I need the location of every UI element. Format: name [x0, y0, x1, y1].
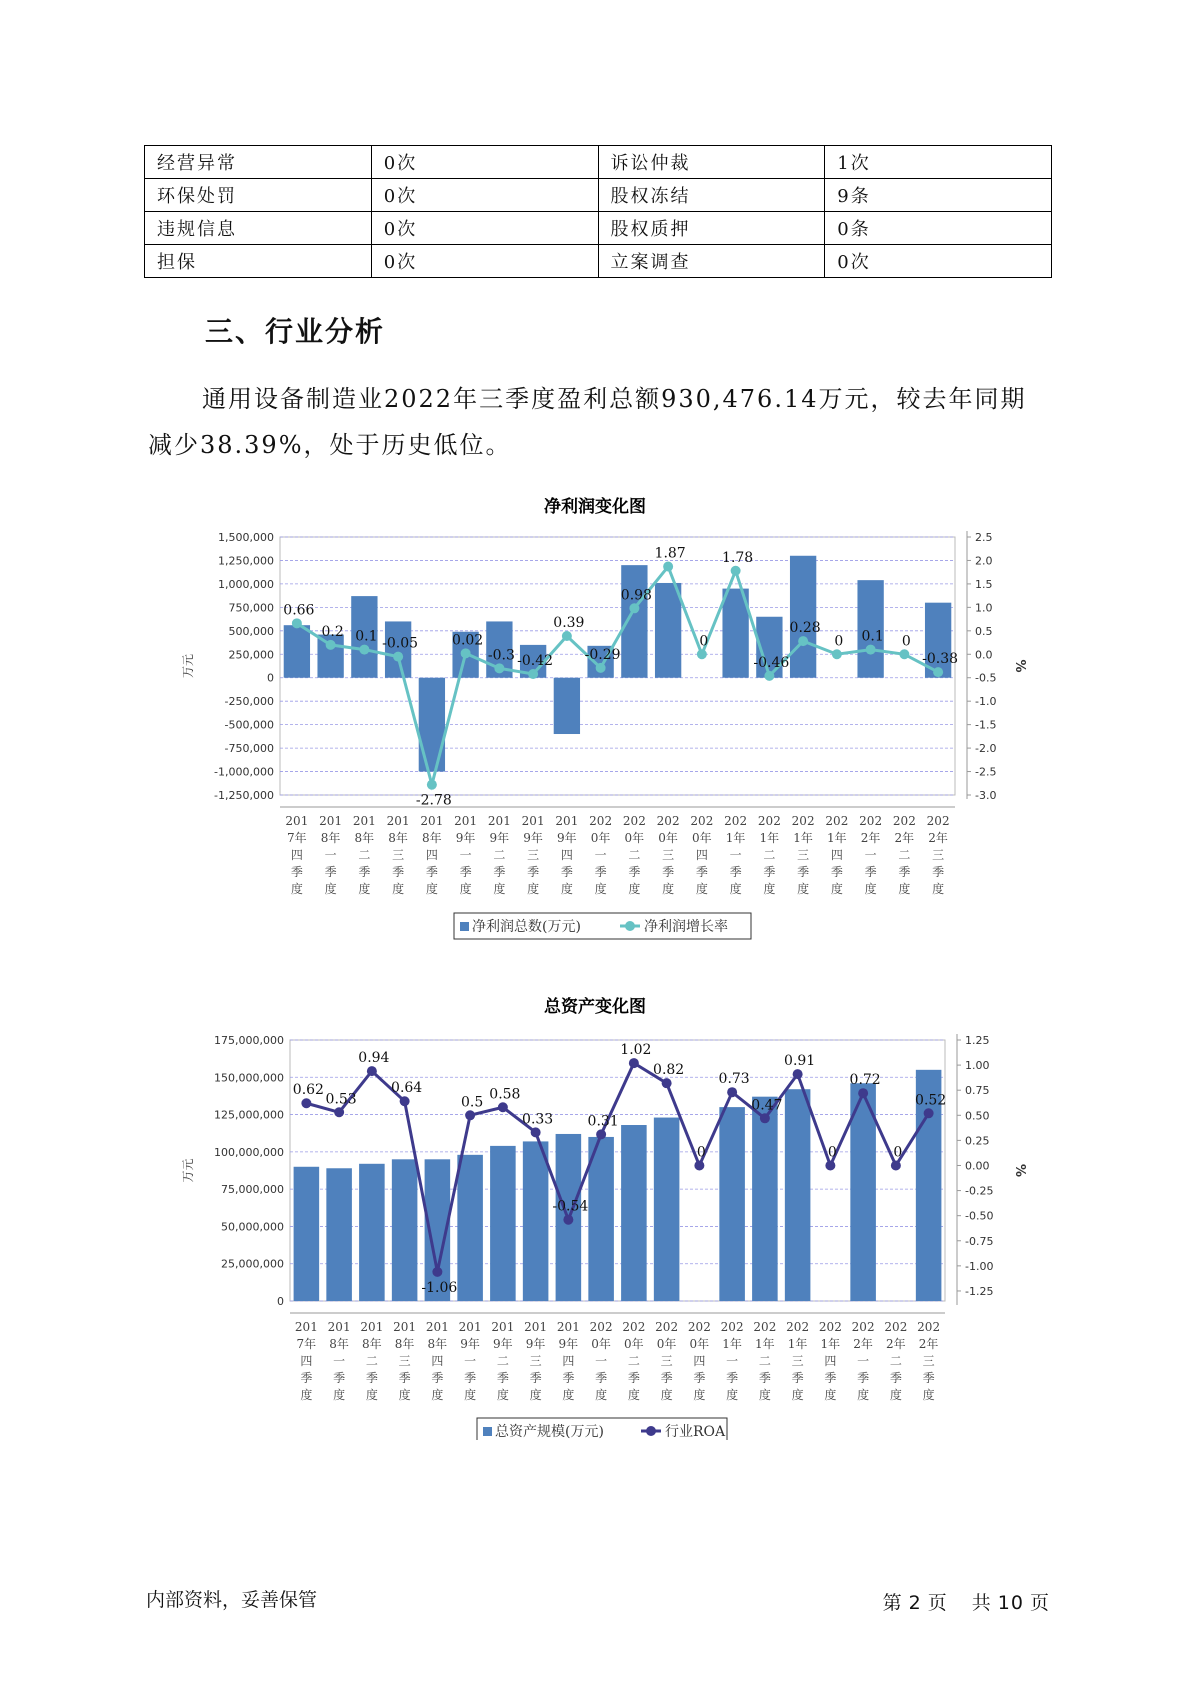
point-label: 0.02	[452, 632, 484, 649]
total-pages: 10	[997, 1592, 1024, 1614]
x-tick-label: 201 8年四季度	[425, 1320, 449, 1402]
data-point	[562, 631, 572, 641]
risk-value: 0次	[371, 146, 598, 179]
legend-bar-label: 净利润总数(万元)	[472, 919, 581, 935]
y-tick-label: 750,000	[228, 601, 274, 615]
x-tick-label: 202 0年二季度	[622, 1320, 646, 1402]
bar	[752, 1097, 778, 1301]
x-tick-label: 202 0年二季度	[622, 814, 646, 896]
bar	[457, 1155, 483, 1301]
data-point	[694, 1160, 704, 1170]
x-tick-label: 201 9年一季度	[458, 1320, 482, 1402]
y-tick-label: 50,000,000	[221, 1220, 284, 1234]
point-label: -0.38	[922, 651, 959, 668]
x-tick-label: 201 8年二季度	[352, 814, 376, 896]
y2-tick-label: 0.25	[965, 1134, 990, 1148]
data-point	[494, 663, 504, 673]
x-tick-label: 201 8年一季度	[319, 814, 343, 896]
y2-tick-label: -0.25	[965, 1184, 994, 1198]
point-label: 0	[827, 1144, 837, 1161]
x-tick-label: 202 0年三季度	[656, 814, 680, 896]
x-tick-label: 201 8年一季度	[327, 1320, 351, 1402]
data-point	[933, 667, 943, 677]
bar	[490, 1146, 516, 1301]
point-label: 1.87	[654, 545, 686, 562]
x-tick-label: 201 8年二季度	[360, 1320, 384, 1402]
point-label: 0.1	[861, 628, 884, 645]
x-tick-label: 201 8年四季度	[420, 814, 444, 896]
point-label: 0	[699, 633, 709, 650]
x-tick-label: 201 9年二季度	[487, 814, 511, 896]
y-tick-label: 25,000,000	[221, 1257, 284, 1271]
y2-tick-label: 2.0	[975, 554, 993, 568]
y-tick-label: -1,000,000	[214, 765, 274, 779]
bar	[719, 1107, 745, 1301]
legend-bar-swatch	[483, 1427, 492, 1436]
point-label: 0.64	[391, 1080, 423, 1097]
bar	[523, 1141, 549, 1301]
data-point	[596, 663, 606, 673]
total-unit: 页	[1029, 1592, 1050, 1614]
point-label: 0.2	[321, 623, 344, 640]
footer-page-info	[880, 1588, 1053, 1615]
data-point	[891, 1160, 901, 1170]
point-label: 1.78	[722, 549, 754, 566]
x-tick-label: 202 0年一季度	[589, 814, 613, 896]
x-tick-label: 202 1年二季度	[757, 814, 781, 896]
data-point	[731, 566, 741, 576]
x-tick-label: 202 0年三季度	[655, 1320, 679, 1402]
legend-line-dot	[625, 921, 635, 931]
risk-row	[145, 146, 1052, 179]
point-label: 0.91	[784, 1053, 816, 1070]
point-label: -0.42	[517, 652, 554, 669]
risk-label: 经营异常	[145, 146, 372, 179]
x-tick-label: 202 1年四季度	[818, 1320, 842, 1402]
legend-line-dot	[646, 1426, 656, 1436]
point-label: -2.78	[415, 792, 452, 809]
point-label: 0	[893, 1144, 903, 1161]
risk-value: 0条	[825, 212, 1052, 245]
x-tick-label: 201 9年三季度	[524, 1320, 548, 1402]
data-point	[427, 780, 437, 790]
chart-title: 总资产变化图	[544, 997, 646, 1017]
data-point	[793, 1069, 803, 1079]
x-tick-label: 201 9年一季度	[454, 814, 478, 896]
data-point	[367, 1066, 377, 1076]
y2-tick-label: -1.5	[975, 718, 997, 732]
data-point	[432, 1267, 442, 1277]
risk-label: 立案调查	[598, 245, 825, 278]
x-tick-label: 202 2年三季度	[926, 814, 950, 896]
risk-label: 环保处罚	[145, 179, 372, 212]
data-point	[326, 640, 336, 650]
plot-frame	[290, 1040, 945, 1301]
chart-title: 净利润变化图	[544, 497, 646, 517]
risk-row	[145, 245, 1052, 278]
y-tick-label: -250,000	[224, 695, 274, 709]
bar	[284, 625, 310, 678]
data-point	[359, 645, 369, 655]
x-tick-label: 201 8年三季度	[393, 1320, 417, 1402]
y-tick-label: 175,000,000	[214, 1034, 284, 1047]
data-point	[528, 669, 538, 679]
y2-tick-label: -0.75	[965, 1234, 994, 1248]
y-tick-label: -500,000	[224, 718, 274, 732]
data-point	[662, 1078, 672, 1088]
y2-tick-label: 1.00	[965, 1059, 990, 1073]
y2-tick-label: -0.50	[965, 1209, 994, 1223]
x-tick-label: 202 2年一季度	[851, 1320, 875, 1402]
footer-note: 内部资料，妥善保管	[146, 1589, 318, 1611]
risk-value: 0次	[371, 212, 598, 245]
data-point	[924, 1108, 934, 1118]
point-label: 0.62	[292, 1082, 324, 1099]
data-point	[858, 1088, 868, 1098]
data-point	[798, 636, 808, 646]
bar	[326, 1168, 352, 1301]
plot-frame	[280, 537, 955, 795]
risk-value: 1次	[825, 146, 1052, 179]
data-point	[629, 1058, 639, 1068]
risk-label: 诉讼仲裁	[598, 146, 825, 179]
data-point	[334, 1107, 344, 1117]
bar	[294, 1167, 320, 1301]
risk-value: 0次	[371, 245, 598, 278]
y-tick-label: 1,000,000	[218, 577, 274, 591]
risk-value: 0次	[825, 245, 1052, 278]
y2-tick-label: 0.50	[965, 1109, 990, 1123]
chart-svg	[0, 490, 1191, 940]
y-tick-label: 0	[267, 671, 274, 685]
x-tick-label: 201 9年四季度	[555, 814, 579, 896]
legend-line-label: 净利润增长率	[644, 919, 728, 935]
y-axis-label: 万元	[181, 653, 195, 679]
point-label: 0.52	[915, 1092, 947, 1109]
bar	[621, 565, 647, 678]
y2-tick-label: 1.25	[965, 1034, 990, 1047]
point-label: 0	[834, 633, 844, 650]
point-label: 0.31	[587, 1113, 619, 1130]
section-body-text: 通用设备制造业2022年三季度盈利总额930,476.14万元，较去年同期减少38.39%，处于历史低位。	[148, 385, 1027, 459]
x-tick-label: 202 0年四季度	[690, 814, 714, 896]
point-label: 0.47	[751, 1097, 783, 1114]
data-point	[563, 1215, 573, 1225]
point-label: 0.39	[553, 614, 585, 631]
x-tick-label: 202 1年三季度	[786, 1320, 810, 1402]
x-tick-label: 202 2年二季度	[892, 814, 916, 896]
total-prefix: 共	[971, 1592, 992, 1614]
point-label: -0.46	[753, 654, 790, 671]
data-point	[832, 649, 842, 659]
point-label: -0.29	[584, 646, 621, 663]
bar	[392, 1159, 418, 1301]
data-point	[393, 652, 403, 662]
bar	[621, 1125, 647, 1301]
y-tick-label: -1,250,000	[214, 789, 274, 802]
data-point	[596, 1129, 606, 1139]
data-point	[531, 1127, 541, 1137]
point-label: -0.54	[552, 1198, 589, 1215]
data-point	[899, 649, 909, 659]
point-label: 0	[901, 633, 911, 650]
data-point	[866, 645, 876, 655]
y2-tick-label: -0.5	[975, 671, 997, 685]
x-tick-label: 202 1年一季度	[720, 1320, 744, 1402]
y-tick-label: 250,000	[228, 648, 274, 662]
point-label: 0.66	[283, 602, 315, 619]
chart-svg	[0, 990, 1191, 1440]
data-point	[292, 618, 302, 628]
risk-value: 0次	[371, 179, 598, 212]
data-point	[498, 1102, 508, 1112]
total-assets-chart	[0, 990, 1191, 1440]
point-label: 0.1	[355, 628, 378, 645]
y-tick-label: -750,000	[224, 742, 274, 756]
point-label: 0.5	[460, 1094, 484, 1111]
legend-bar-swatch	[460, 922, 469, 931]
point-label: -0.05	[382, 635, 419, 652]
x-tick-label: 202 2年三季度	[917, 1320, 941, 1402]
y-tick-label: 0	[277, 1295, 284, 1308]
y-tick-label: 150,000,000	[214, 1071, 284, 1085]
y2-tick-label: 0.5	[975, 624, 993, 638]
y2-axis-label: %	[1012, 659, 1027, 673]
y2-axis-label: %	[1012, 1163, 1027, 1178]
y-tick-label: 100,000,000	[214, 1145, 284, 1159]
y2-tick-label: -1.00	[965, 1259, 994, 1273]
x-tick-label: 202 1年一季度	[724, 814, 748, 896]
data-point	[727, 1087, 737, 1097]
x-tick-label: 201 9年四季度	[556, 1320, 580, 1402]
y2-tick-label: -2.0	[975, 742, 997, 756]
page-prefix: 第	[882, 1592, 903, 1614]
x-tick-label: 202 2年一季度	[859, 814, 883, 896]
x-tick-label: 202 0年四季度	[687, 1320, 711, 1402]
x-tick-label: 201 7年四季度	[294, 1320, 318, 1402]
y-axis-label: 万元	[181, 1158, 195, 1183]
bar	[359, 1164, 385, 1301]
x-tick-label: 202 1年四季度	[825, 814, 849, 896]
y2-tick-label: 1.0	[975, 601, 993, 615]
point-label: -1.06	[421, 1279, 458, 1296]
y-tick-label: 500,000	[228, 624, 274, 638]
x-tick-label: 201 9年二季度	[491, 1320, 515, 1402]
y-tick-label: 125,000,000	[214, 1108, 284, 1122]
net-profit-chart	[0, 490, 1191, 940]
legend-line-label: 行业ROA	[665, 1424, 726, 1440]
point-label: 0	[696, 1144, 706, 1161]
y2-tick-label: -2.5	[975, 765, 997, 779]
x-tick-label: 202 0年一季度	[589, 1320, 613, 1402]
y-tick-label: 1,250,000	[218, 554, 274, 568]
bar	[419, 678, 445, 772]
point-label: 0.94	[358, 1050, 390, 1067]
point-label: 0.82	[653, 1062, 685, 1079]
data-point	[400, 1096, 410, 1106]
bar	[554, 678, 580, 734]
legend-bar-label: 总资产规模(万元)	[495, 1424, 604, 1440]
data-point	[697, 649, 707, 659]
section-heading: 三、行业分析	[205, 315, 386, 348]
data-point	[461, 648, 471, 658]
risk-row	[145, 179, 1052, 212]
data-point	[764, 671, 774, 681]
risk-row	[145, 212, 1052, 245]
x-tick-label: 202 1年二季度	[753, 1320, 777, 1402]
risk-value: 9条	[825, 179, 1052, 212]
data-point	[465, 1110, 475, 1120]
x-tick-label: 201 9年三季度	[521, 814, 545, 896]
point-label: 0.98	[620, 587, 652, 604]
risk-summary-table	[144, 145, 1052, 278]
page-number: 2	[908, 1592, 922, 1614]
point-label: 0.73	[718, 1071, 750, 1088]
bar	[655, 583, 681, 678]
x-tick-label: 202 2年二季度	[884, 1320, 908, 1402]
point-label: 0.58	[489, 1086, 521, 1103]
risk-label: 股权质押	[598, 212, 825, 245]
risk-label: 违规信息	[145, 212, 372, 245]
data-point	[629, 603, 639, 613]
y2-tick-label: 1.5	[975, 577, 993, 591]
x-tick-label: 202 1年三季度	[791, 814, 815, 896]
point-label: 0.53	[325, 1091, 357, 1108]
y2-tick-label: -1.25	[965, 1284, 994, 1298]
data-point	[663, 562, 673, 572]
point-label: 0.33	[522, 1111, 554, 1128]
x-tick-label: 201 8年三季度	[386, 814, 410, 896]
point-label: 0.28	[789, 620, 821, 637]
point-label: 1.02	[620, 1042, 652, 1059]
y-tick-label: 1,500,000	[218, 531, 274, 544]
data-point	[760, 1113, 770, 1123]
y2-tick-label: 0.75	[965, 1084, 990, 1098]
data-point	[825, 1160, 835, 1170]
x-tick-label: 201 7年四季度	[285, 814, 309, 896]
y2-tick-label: 0.00	[965, 1159, 990, 1173]
bar	[785, 1089, 811, 1301]
y2-tick-label: 0.0	[975, 648, 993, 662]
point-label: 0.72	[849, 1072, 881, 1089]
page-unit: 页	[927, 1592, 948, 1614]
risk-label: 股权冻结	[598, 179, 825, 212]
y-tick-label: 75,000,000	[221, 1183, 284, 1197]
point-label: -0.3	[487, 647, 515, 664]
data-point	[301, 1098, 311, 1108]
bar	[654, 1118, 680, 1301]
risk-label: 担保	[145, 245, 372, 278]
y2-tick-label: 2.5	[975, 531, 993, 544]
y2-tick-label: -3.0	[975, 789, 997, 802]
y2-tick-label: -1.0	[975, 695, 997, 709]
bar	[790, 556, 816, 678]
